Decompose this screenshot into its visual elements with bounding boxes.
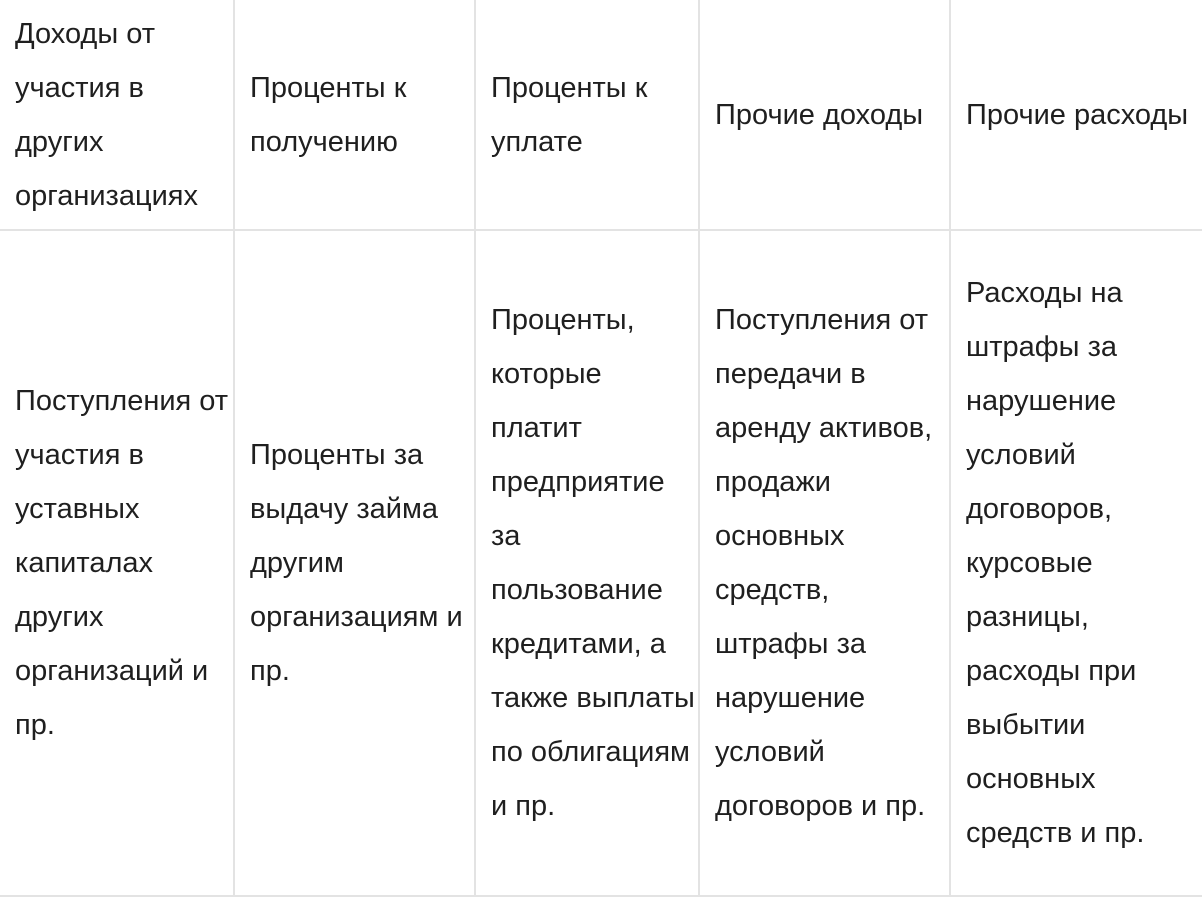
header-text: Доходы от участия в других организациях: [15, 17, 198, 212]
header-cell-interest-payable: [475, 0, 699, 230]
table-cell: [0, 230, 234, 896]
header-cell-other-expenses: [950, 0, 1202, 230]
table-cell: [234, 230, 475, 896]
table-row: [0, 230, 1202, 896]
header-cell-income-other-orgs: [0, 0, 234, 230]
header-text: Проценты к уплате: [491, 71, 648, 158]
table-header-row: [0, 0, 1202, 230]
header-text: Прочие расходы: [966, 98, 1189, 131]
header-text: Прочие доходы: [715, 98, 924, 131]
cell-text: Поступления от участия в уставных капиталах других организаций и пр.: [15, 385, 229, 741]
cell-text: Расходы на штрафы за нарушение условий договоров, курсовые разницы, расходы при выбытии основных средств и пр.: [966, 277, 1145, 849]
header-cell-interest-receivable: [234, 0, 475, 230]
table-cell: [950, 230, 1202, 896]
header-text: Проценты к получению: [250, 71, 407, 158]
header-cell-other-income: [699, 0, 950, 230]
cell-text: Проценты, которые платит предприятие за пользование кредитами, а также выплаты по облигациям и пр.: [491, 304, 695, 822]
cell-text: Проценты за выдачу займа другим организациям и пр.: [250, 439, 463, 687]
table-cell: [699, 230, 950, 896]
table-cell: [475, 230, 699, 896]
cell-text: Поступления от передачи в аренду активов, продажи основных средств, штрафы за нарушение условий договоров и пр.: [715, 304, 933, 822]
